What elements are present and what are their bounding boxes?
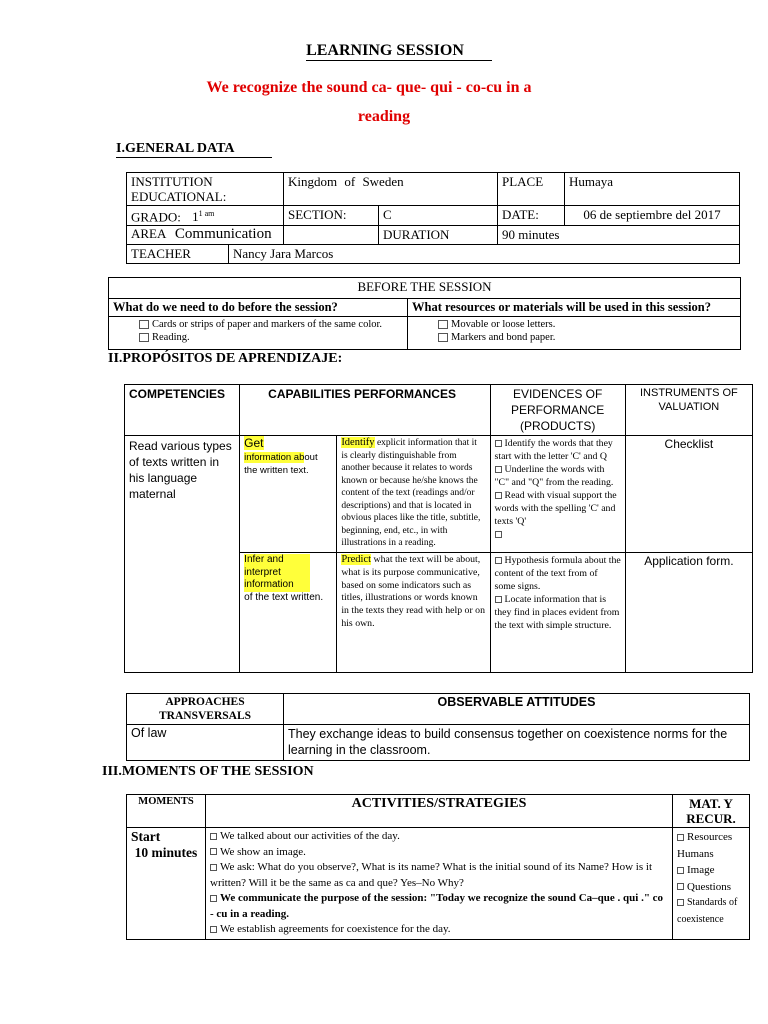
list-item: Locate information that is they find in places evident from the text with simple structure.: [494, 594, 620, 631]
list-item: We talked about our activities of the day.: [210, 829, 668, 845]
duration-value: 90 minutes: [498, 226, 740, 245]
h-approaches: APPROACHES TRANSVERSALS: [127, 694, 284, 725]
list-item: We communicate the purpose of the session: "Today we recognize the sound Ca–que . qui ." co - cu in a reading.: [210, 892, 664, 920]
h-attitudes: OBSERVABLE ATTITUDES: [284, 694, 750, 725]
list-item: Hypothesis formula about the content of the text from of some signs.: [494, 555, 621, 592]
checkbox-icon: [438, 333, 448, 342]
list-item: We show an image.: [210, 845, 668, 861]
list-item: Markers and bond paper.: [438, 331, 736, 344]
checkbox-icon: [677, 899, 684, 906]
list-item: Cards or strips of paper and markers of the same color.: [139, 318, 403, 331]
h-activities: ACTIVITIES/STRATEGIES: [206, 795, 673, 828]
checkbox-icon: [495, 466, 502, 473]
instrument-1: Checklist: [625, 436, 752, 553]
section-label: SECTION:: [284, 206, 379, 226]
instrument-2: Application form.: [625, 553, 752, 673]
checkbox-icon: [495, 492, 502, 499]
h-mat: MAT. Y RECUR.: [673, 795, 750, 828]
list-item: Movable or loose letters.: [438, 318, 736, 331]
evidences-2: [490, 553, 625, 673]
teacher-row: [127, 245, 740, 264]
resources-cell: [673, 828, 750, 940]
institution-label: INSTITUTION EDUCATIONAL:: [127, 173, 284, 206]
list-item: We establish agreements for coexistence for the day.: [210, 922, 668, 938]
area-value: Communication: [174, 226, 272, 243]
moment-time: 10 minutes: [134, 845, 198, 860]
list-item: We ask: What do you observe?, What is its name? What is the initial sound of its Name? How is it written? Will it be the same as ca and que? Yes–No Why?: [210, 861, 653, 889]
date-value: 06 de septiembre del 2017: [565, 206, 740, 226]
date-label: DATE:: [498, 206, 565, 226]
activities-cell: [206, 828, 673, 940]
performance-1: Identify explicit information that it is clearly distinguishable from another because it relates to words known or because he/she knows the content of the text (readings and/or descriptions) and that is located in obvious places like the title, subtitle, beginning, end, etc., in with illustrations in a reading.: [337, 436, 490, 553]
grado-sup: 1 am: [198, 209, 215, 218]
place-label: PLACE: [498, 173, 565, 206]
list-item: Identify the words that they start with the letter 'C' and Q: [494, 438, 613, 462]
moment-cell: [127, 828, 206, 940]
moments-table: [126, 794, 750, 940]
checkbox-icon: [677, 834, 684, 841]
performance-2: Predict what the text will be about, what is its purpose communicative, based on some indicators such as titles, illustrations or words known in the texts they read with help or on his own.: [337, 553, 490, 673]
checkbox-icon: [139, 320, 149, 329]
checkbox-icon: [495, 596, 502, 603]
checkbox-icon: [210, 833, 217, 840]
before-heading: BEFORE THE SESSION: [109, 278, 741, 299]
purposes-heading: II.PROPÓSITOS DE APRENDIZAJE:: [108, 351, 343, 366]
section-value: C: [379, 206, 498, 226]
capability-2: Infer and interpret information of the text written.: [240, 553, 337, 673]
moment-name: Start: [131, 829, 161, 844]
list-item: Image: [677, 862, 745, 879]
approach-value: Of law: [127, 725, 284, 761]
duration-label: DURATION: [379, 226, 498, 245]
grado-label: GRADO:: [131, 209, 181, 225]
list-item: Questions: [677, 879, 745, 896]
checkbox-icon: [210, 864, 217, 871]
h-capabilities: CAPABILITIES PERFORMANCES: [240, 385, 490, 436]
moments-heading: III.MOMENTS OF THE SESSION: [102, 764, 314, 779]
area-spacer: [284, 226, 379, 245]
grado-value: 1: [192, 209, 199, 225]
session-subtitle: We recognize the sound ca- que- qui - co-cu in a reading: [206, 79, 532, 125]
list-item: Reading.: [139, 331, 403, 344]
h-competencies: COMPETENCIES: [125, 385, 240, 436]
checkbox-icon: [210, 895, 217, 902]
teacher-value: Nancy Jara Marcos: [233, 246, 334, 262]
checkbox-icon: [495, 557, 502, 564]
teacher-label: TEACHER: [127, 245, 229, 263]
h-evidences: EVIDENCES OF PERFORMANCE (PRODUCTS): [490, 385, 625, 436]
page-title: LEARNING SESSION: [0, 42, 768, 61]
before-q2: What resources or materials will be used in this session?: [408, 299, 741, 317]
competency-cell: Read various types of texts written in his language maternal: [125, 436, 240, 673]
before-q1: What do we need to do before the session?: [109, 299, 408, 317]
checkbox-icon: [210, 848, 217, 855]
checkbox-icon: [210, 926, 217, 933]
h-moments: MOMENTS: [127, 795, 206, 828]
area-cell: [127, 226, 284, 245]
grado-cell: [127, 206, 284, 226]
checkbox-icon: [495, 531, 502, 538]
list-item: Read with visual support the words with the spelling 'C' and texts 'Q': [494, 490, 617, 527]
checkbox-icon: [438, 320, 448, 329]
purposes-table: [124, 384, 753, 673]
place-value: Humaya: [565, 173, 740, 206]
area-label: AREA: [131, 226, 166, 242]
before-col2: [408, 317, 741, 350]
checkbox-icon: [495, 440, 502, 447]
approaches-table: [126, 693, 750, 761]
before-session-table: [108, 277, 741, 350]
checkbox-icon: [677, 867, 684, 874]
checkbox-icon: [139, 333, 149, 342]
attitude-value: They exchange ideas to build consensus together on coexistence norms for the learning in the classroom.: [284, 725, 750, 761]
list-item: [495, 528, 621, 541]
general-data-heading: I.GENERAL DATA: [116, 141, 272, 158]
list-item: Underline the words with "C" and "Q" from the reading.: [494, 464, 614, 488]
general-data-table: [126, 172, 740, 264]
capability-1: Get information about the written text.: [240, 436, 337, 553]
institution-value: Kingdom of Sweden: [284, 173, 498, 206]
evidences-1: [490, 436, 625, 553]
h-instruments: INSTRUMENTS OF VALUATION: [625, 385, 752, 436]
list-item: Standards of coexistence: [677, 897, 738, 925]
list-item: Resources Humans: [677, 831, 733, 860]
checkbox-icon: [677, 883, 684, 890]
before-col1: [109, 317, 408, 350]
